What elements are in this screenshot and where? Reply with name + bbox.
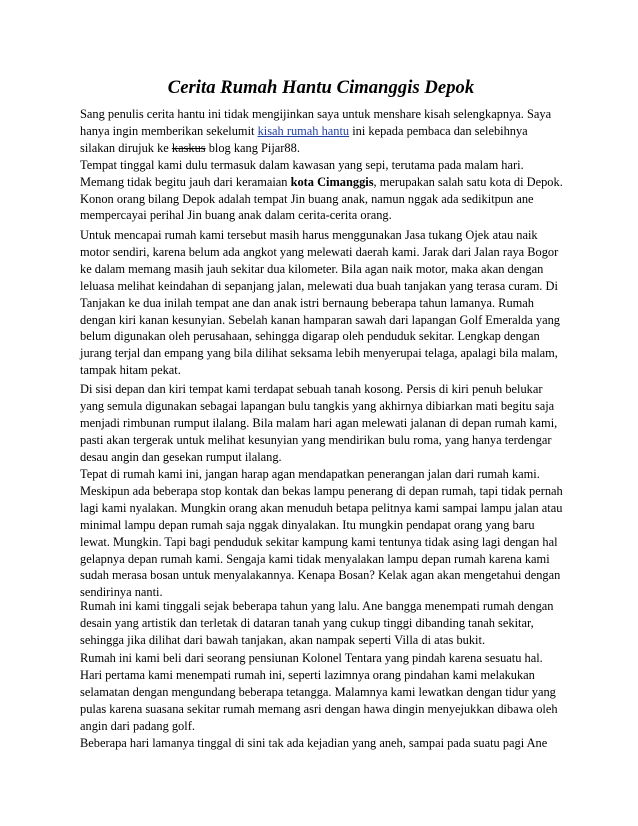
paragraph-intro [80, 106, 562, 157]
text-line: belum digunakan oleh perusahaan, sehingga digarap oleh penduduk sekitar. Lengkap dengan [80, 329, 540, 344]
text-line: jurang terjal dan empang yang bila dilihat seksama lebih menyerupai telaga, apalagi bila malam, [80, 346, 558, 361]
paragraph-3 [80, 227, 562, 379]
text-line: Beberapa hari lamanya tinggal di sini tak ada kejadian yang aneh, sampai pada suatu pagi Ane [80, 736, 548, 750]
page-title: Cerita Rumah Hantu Cimanggis Depok [167, 77, 475, 98]
text-line: sehingga jika dilihat dari bawah tanjakan, akan nampak seperti Villa di atas bukit. [80, 632, 486, 647]
text-segment: ini kepada pembaca dan selebihnya [349, 123, 528, 138]
text-line: Hari pertama kami menempati rumah ini, seperti lazimnya orang pindahan kami melakukan [80, 667, 535, 682]
text-line [80, 140, 562, 157]
text-line: ke dalam memang masih jauh sekitar dua kilometer. Bila agan naik motor, maka akan dengan [80, 261, 544, 276]
text-segment: silakan dirujuk ke [80, 140, 172, 155]
text-line: desau angin dan gesekan rumput ilalang. [80, 449, 282, 464]
text-line: lewat. Mungkin. Tapi bagi penduduk sekitar kampung kami tentunya tidak asing lagi dengan hal [80, 534, 558, 549]
text-line: tampak hitam pekat. [80, 363, 181, 378]
text-line: mempercayai perihal Jin buang anak dalam cerita-cerita orang. [80, 208, 392, 223]
kisah-rumah-hantu-link[interactable]: kisah rumah hantu [257, 123, 350, 138]
text-segment: hanya ingin memberikan sekelumit [80, 123, 258, 138]
text-line: pulas karena suasana sekitar rumah memang asri dengan hawa dingin menyejukkan dibawa oleh [80, 701, 558, 716]
text-line: Rumah ini kami beli dari seorang pensiunan Kolonel Tentara yang pindah karena sesuatu hal. [80, 651, 543, 665]
text-line: motor sendiri, karena belum ada angkot yang melewati daerah kami. Jarak dari Jalan raya Bogor [80, 244, 559, 259]
text-line: Di sisi depan dan kiri tempat kami terdapat sebuah tanah kosong. Persis di kiri penuh belukar [80, 382, 543, 396]
text-line: dengan kiri kanan kesunyian. Sebelah kanan hamparan sawah dari lapangan Golf Emeralda yang [80, 312, 560, 327]
text-line: leluasa melihat keindahan di sepanjang jalan, melewati dua buah tanjakan yang terasa curam. Di [80, 278, 558, 293]
text-line [80, 174, 562, 191]
text-line: sendirinya nanti. [80, 585, 163, 600]
text-line: pasti akan tergerak untuk melihat kesunyian yang mendirikan bulu roma, yang hanya terdengar [80, 432, 552, 447]
text-line: Rumah ini kami tinggali sejak beberapa tahun yang lalu. Ane bangga menempati rumah dengan [80, 599, 554, 613]
text-line: gelapnya depan rumah kami. Sengaja kami tidak menyalakan lampu depan rumah karena kami [80, 551, 550, 566]
text-line: Konon orang bilang Depok adalah tempat Jin buang anak, namun nggak ada sedikitpun ane [80, 191, 534, 206]
text-line [80, 123, 562, 140]
text-line: desain yang artistik dan terletak di dataran tanah yang cukup tinggi dibanding tanah sekitar, [80, 615, 534, 630]
text-line: lagi kami nyalakan. Mungkin orang akan menuduh betapa pelitnya kami sampai lampu jalan atau [80, 500, 563, 515]
kota-cimanggis-bold: kota Cimanggis [290, 174, 374, 189]
paragraph-8 [80, 735, 562, 752]
paragraph-4 [80, 381, 562, 466]
text-line: selamatan dengan mengundang beberapa tetangga. Malamnya kami lewatkan dengan tidur yang [80, 684, 556, 699]
text-line: Tepat di rumah kami ini, jangan harap agan mendapatkan penerangan jalan dari rumah kami. [80, 467, 540, 481]
text-segment: Memang tidak begitu jauh dari keramaian [80, 174, 291, 189]
text-line: menjadi rimbunan rumput ilalang. Bila malam hari agan melewati jalanan di depan rumah kami, [80, 415, 558, 430]
text-segment: blog kang Pijar88. [205, 140, 300, 155]
text-line: Tanjakan ke dua inilah tempat ane dan anak istri bernaung beberapa tahun lamanya. Rumah [80, 295, 534, 310]
paragraph-5 [80, 466, 562, 601]
text-line: Untuk mencapai rumah kami tersebut masih harus menggunakan Jasa tukang Ojek atau naik [80, 228, 538, 242]
text-line: minimal lampu depan rumah saja nggak dinyalakan. Itu mungkin pendapat orang yang baru [80, 517, 535, 532]
text-line: yang semula digunakan sebagai lapangan bulu tangkis yang akhirnya dibiarkan mati begitu saja [80, 398, 555, 413]
kaskus-strikethrough: kaskus [171, 140, 206, 155]
paragraph-location [80, 157, 562, 225]
text-line: sudah merasa bosan untuk menyalakannya. Kenapa Bosan? Kelak agan akan mengetahui dengan [80, 568, 561, 583]
text-line: angin dari padang golf. [80, 718, 195, 733]
text-line: Tempat tinggal kami dulu termasuk dalam kawasan yang sepi, terutama pada malam hari. [80, 157, 524, 172]
paragraph-6 [80, 598, 562, 649]
paragraph-7 [80, 650, 562, 735]
text-line: Sang penulis cerita hantu ini tidak mengijinkan saya untuk menshare kisah selengkapnya. Saya [80, 107, 552, 121]
text-line: Meskipun ada beberapa stop kontak dan bekas lampu penerang di depan rumah, tapi tidak pernah [80, 483, 563, 498]
text-segment: , merupakan salah satu kota di Depok. [373, 174, 563, 189]
